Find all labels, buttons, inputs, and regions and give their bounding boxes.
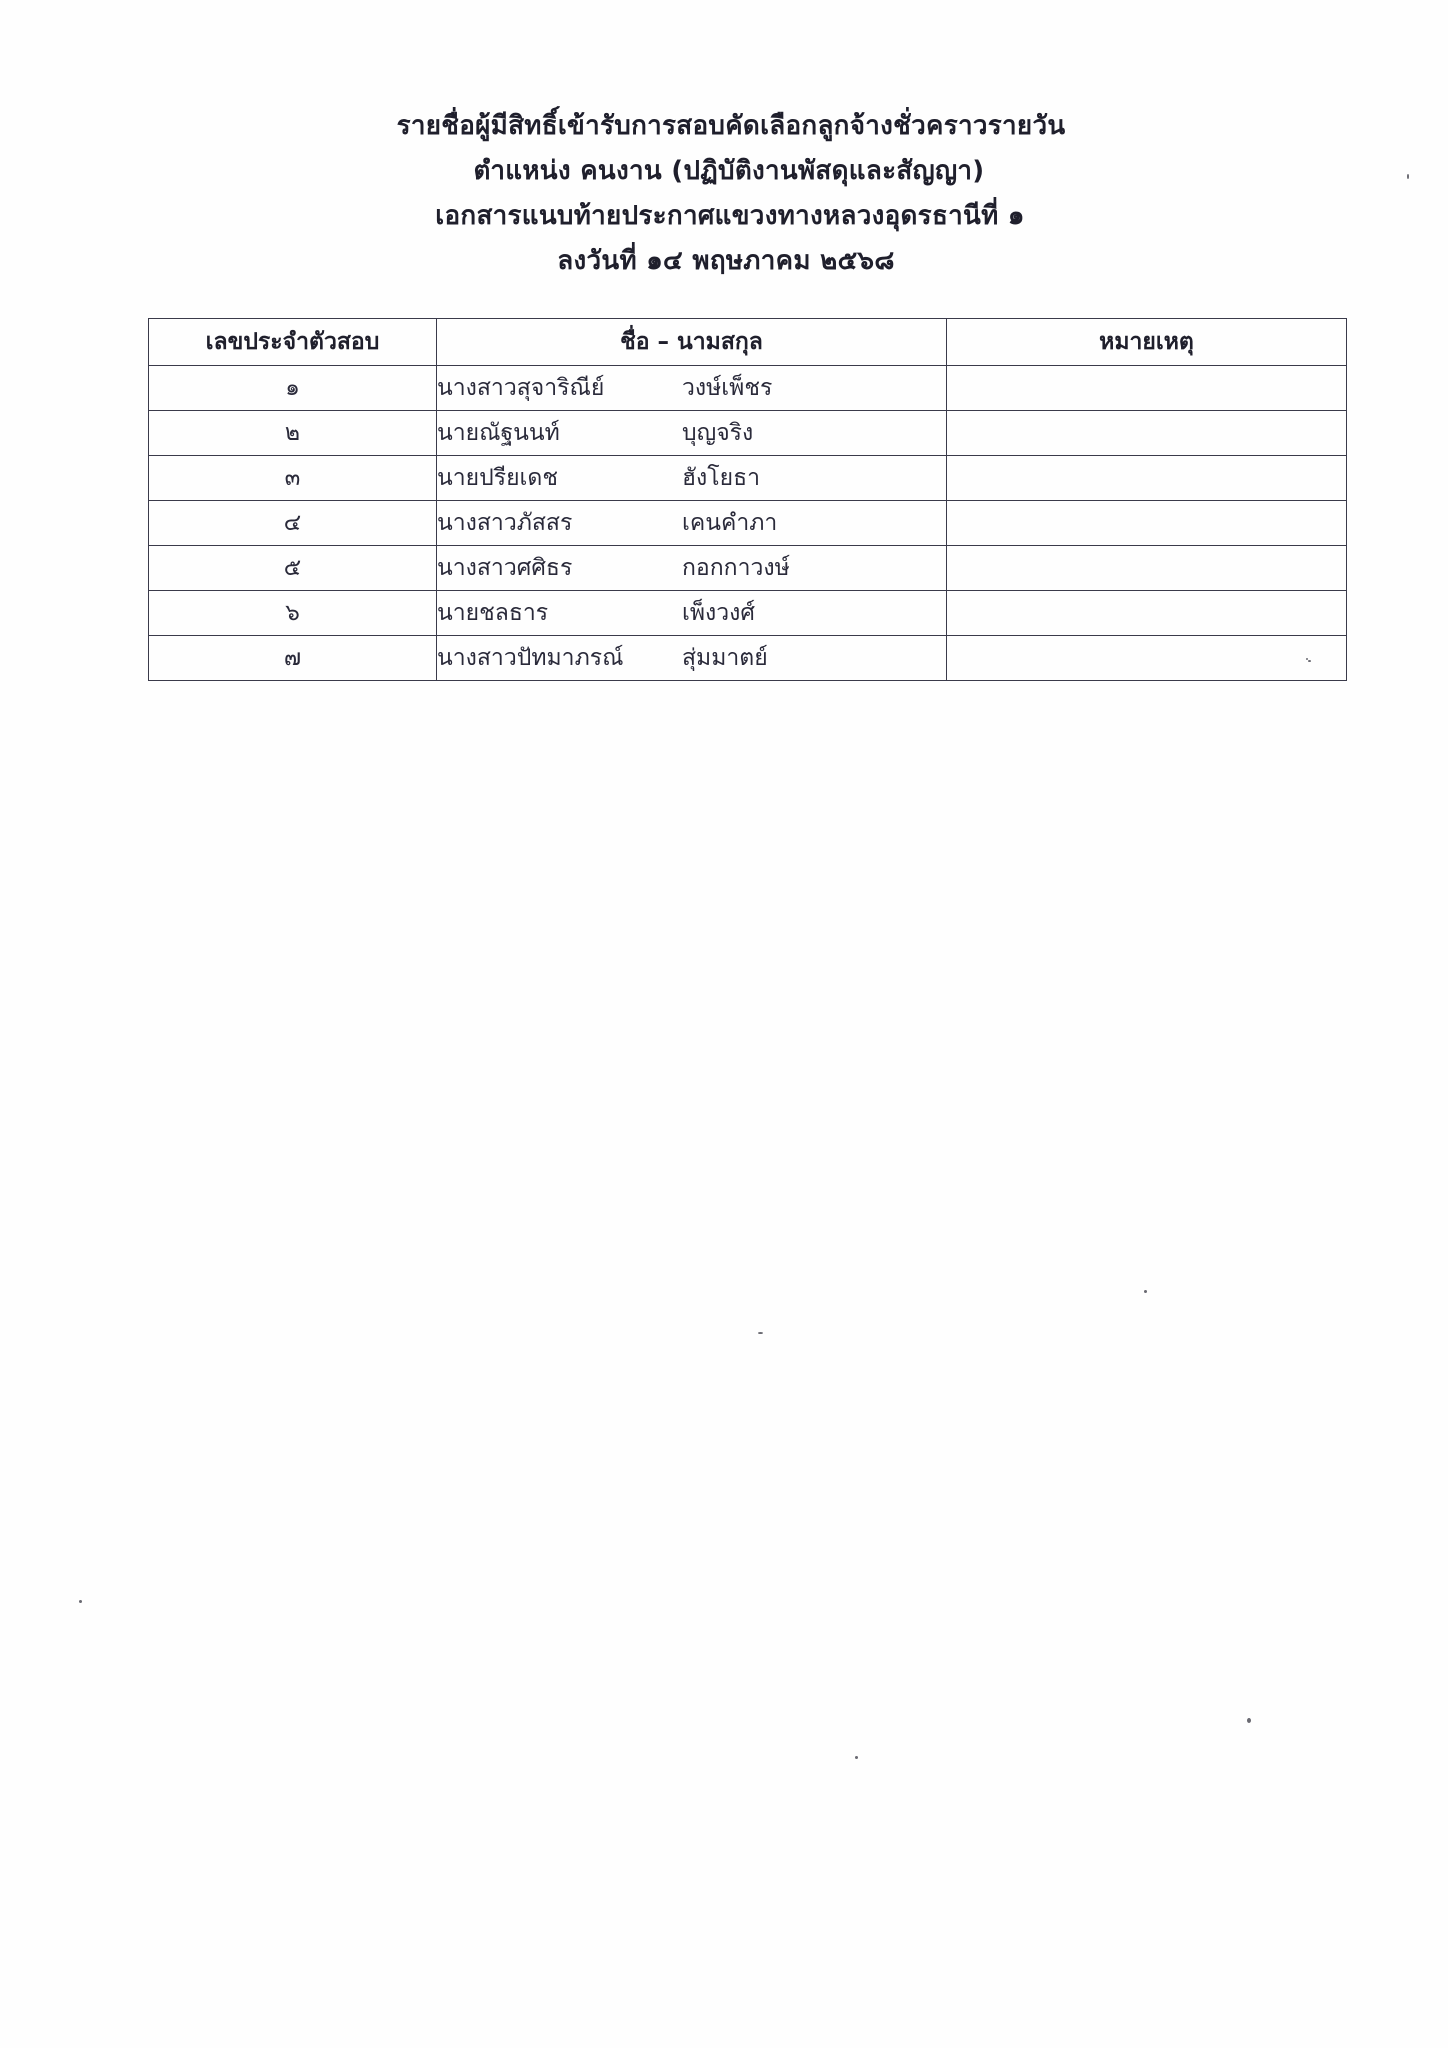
header-full-name: ชื่อ – นามสกุล — [437, 319, 947, 366]
candidate-table — [148, 318, 1347, 681]
scan-speck — [855, 1756, 858, 1759]
table-row — [149, 366, 1347, 411]
exam-id-cell: ๔ — [149, 501, 437, 546]
exam-id-cell: ๕ — [149, 546, 437, 591]
full-name-cell — [437, 366, 947, 411]
full-name-cell — [437, 591, 947, 636]
scan-speck — [1144, 1290, 1147, 1293]
remarks-cell — [947, 591, 1347, 636]
table-row — [149, 546, 1347, 591]
header-exam-id: เลขประจำตัวสอบ — [149, 319, 437, 366]
document-heading — [0, 104, 1448, 284]
full-name-cell — [437, 636, 947, 681]
full-name-cell — [437, 501, 947, 546]
exam-id-cell: ๒ — [149, 411, 437, 456]
full-name-cell — [437, 411, 947, 456]
scan-speck — [1247, 1718, 1251, 1723]
heading-title-line: รายชื่อผู้มีสิทธิ์เข้ารับการสอบคัดเลือกลูกจ้างชั่วคราวรายวัน — [396, 111, 1066, 141]
family-name: สุ่มมาตย์ — [682, 645, 768, 671]
scan-speck — [758, 1332, 763, 1334]
exam-id-cell: ๖ — [149, 591, 437, 636]
exam-id-cell: ๗ — [149, 636, 437, 681]
exam-id-cell: ๓ — [149, 456, 437, 501]
family-name: กอกกาวงษ์ — [682, 555, 790, 581]
remarks-cell — [947, 501, 1347, 546]
table-row — [149, 591, 1347, 636]
table-row — [149, 456, 1347, 501]
given-name: นายปรียเดช — [437, 465, 558, 491]
remarks-cell — [947, 411, 1347, 456]
table-header-row — [149, 319, 1347, 366]
given-name: นางสาวศศิธร — [437, 555, 573, 581]
remarks-cell — [947, 366, 1347, 411]
given-name: นางสาวสุจาริณีย์ — [437, 375, 605, 401]
scan-speck — [1308, 660, 1311, 662]
family-name: บุญจริง — [682, 420, 754, 446]
family-name: เพ็งวงศ์ — [682, 600, 755, 626]
heading-position-line: ตำแหน่ง คนงาน (ปฏิบัติงานพัสดุและสัญญา) — [473, 156, 985, 186]
scan-speck — [79, 1600, 82, 1603]
exam-id-cell: ๑ — [149, 366, 437, 411]
table-row — [149, 636, 1347, 681]
family-name: เคนคำภา — [682, 510, 778, 536]
remarks-cell — [947, 456, 1347, 501]
full-name-cell — [437, 456, 947, 501]
given-name: นางสาวภัสสร — [437, 510, 573, 536]
header-remarks: หมายเหตุ — [947, 319, 1347, 366]
table-row — [149, 411, 1347, 456]
given-name: นางสาวปัทมาภรณ์ — [437, 645, 624, 671]
remarks-cell — [947, 636, 1347, 681]
family-name: วงษ์เพ็ชร — [682, 375, 773, 401]
given-name: นายชลธาร — [437, 600, 549, 626]
given-name: นายณัฐนนท์ — [437, 420, 560, 446]
table-row — [149, 501, 1347, 546]
heading-date-line: ลงวันที่ ๑๔ พฤษภาคม ๒๕๖๘ — [557, 246, 895, 276]
family-name: ฮังโยธา — [682, 465, 761, 491]
remarks-cell — [947, 546, 1347, 591]
heading-attachment-line: เอกสารแนบท้ายประกาศแขวงทางหลวงอุดรธานีที่ ๑ — [435, 201, 1025, 231]
scan-speck — [1407, 174, 1409, 179]
full-name-cell — [437, 546, 947, 591]
